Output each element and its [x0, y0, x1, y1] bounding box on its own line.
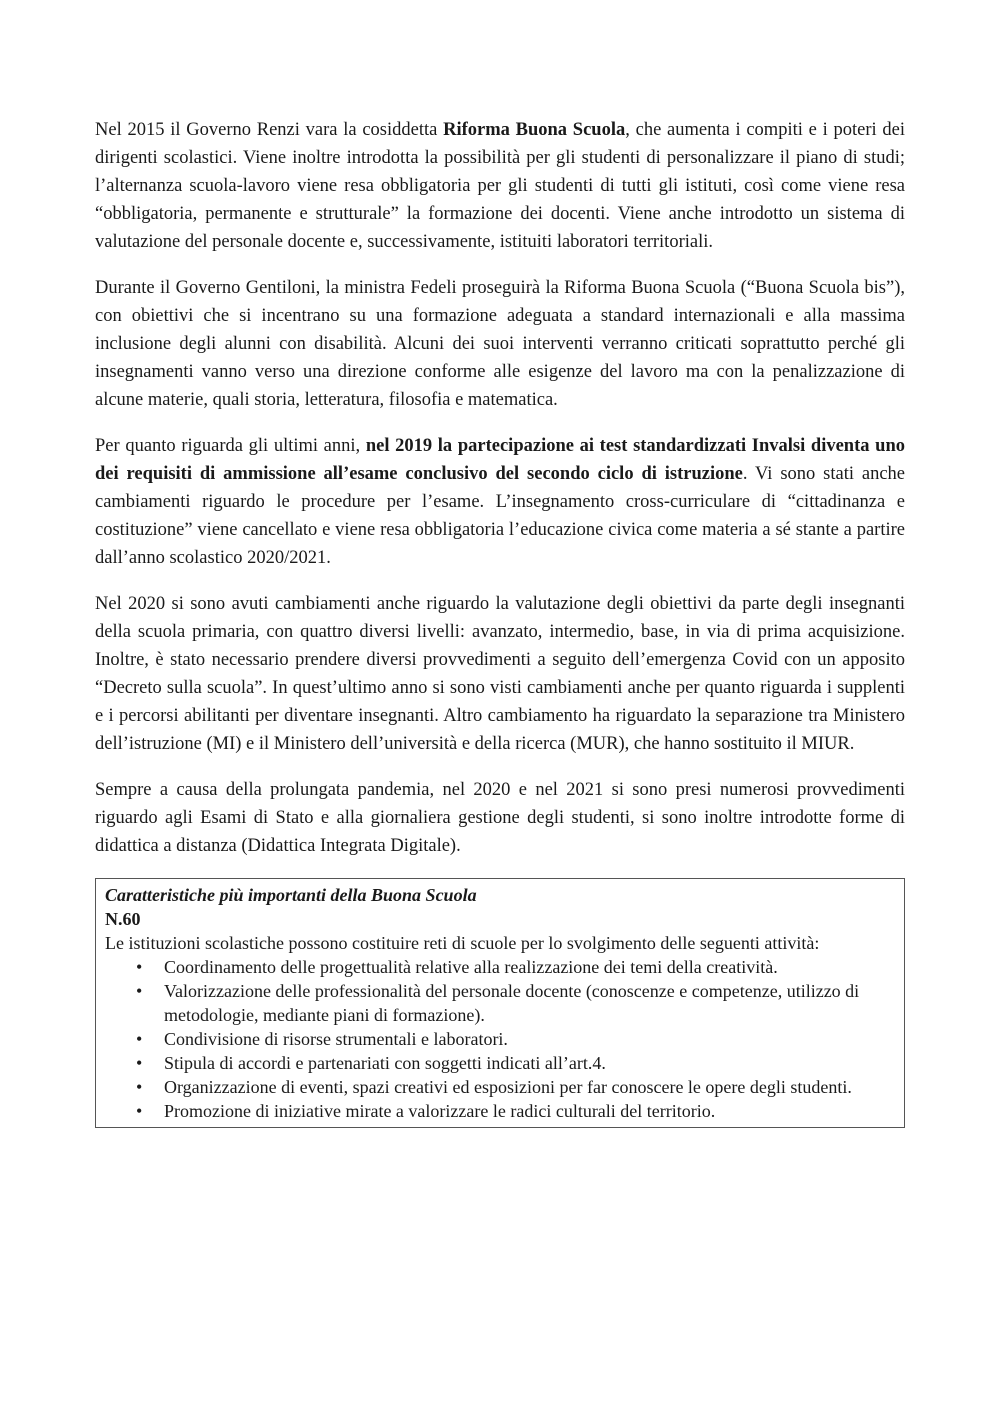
document-page	[95, 116, 905, 1128]
bold-text: Riforma Buona Scuola	[443, 120, 626, 140]
info-box-subtitle: N.60	[105, 909, 141, 929]
info-box-list	[105, 955, 895, 1123]
list-item-text: Valorizzazione delle professionalità del personale docente (conoscenze e competenze, utilizzo di metodologie, mediante piani di formazione).	[164, 981, 860, 1025]
info-box-title: Caratteristiche più importanti della Buona Scuola	[105, 885, 477, 905]
text-segment: Per quanto riguarda gli ultimi anni,	[95, 436, 366, 456]
list-item-text: Promozione di iniziative mirate a valorizzare le radici culturali del territorio.	[164, 1101, 716, 1121]
text-segment: Nel 2020 si sono avuti cambiamenti anche riguardo la valutazione degli obiettivi da parte degli insegnanti della scuola primaria, con quattro diversi livelli: avanzato, intermedio, base, in via di prima acquisizione. Inoltre, è stato necessario prendere diversi provvedimenti a seguito dell’emergenza Covid con un apposito “Decreto sulla scuola”. In quest’ultimo anno si sono visti cambiamenti anche per quanto riguarda i supplenti e i percorsi abilitanti per diventare insegnanti. Altro cambiamento ha riguardato la separazione tra Ministero dell’istruzione (MI) e il Ministero dell’università e della ricerca (MUR), che hanno sostituito il MIUR.	[95, 594, 905, 754]
bullet-icon: •	[136, 1053, 143, 1073]
bullet-icon: •	[136, 981, 143, 1001]
bullet-icon: •	[136, 957, 143, 977]
info-box	[95, 878, 905, 1128]
text-segment: Durante il Governo Gentiloni, la ministra Fedeli proseguirà la Riforma Buona Scuola (“Buona Scuola bis”), con obiettivi che si incentrano su una formazione adeguata a standard internazionali e alla massima inclusione degli alunni con disabilità. Alcuni dei suoi interventi verranno criticati soprattutto perché gli insegnamenti vanno verso una direzione conforme alle esigenze del lavoro ma con la penalizzazione di alcune materie, quali storia, letteratura, filosofia e matematica.	[95, 278, 905, 410]
paragraph	[95, 590, 905, 758]
list-item	[136, 955, 895, 979]
paragraph	[95, 776, 905, 860]
paragraph	[95, 116, 905, 256]
list-item-text: Coordinamento delle progettualità relative alla realizzazione dei temi della creatività.	[164, 957, 778, 977]
list-item	[136, 1075, 895, 1099]
list-item-text: Organizzazione di eventi, spazi creativi ed esposizioni per far conoscere le opere degli studenti.	[164, 1077, 852, 1097]
list-item	[136, 1027, 895, 1051]
list-item	[136, 979, 895, 1027]
list-item-text: Condivisione di risorse strumentali e laboratori.	[164, 1029, 508, 1049]
paragraph	[95, 432, 905, 572]
list-item	[136, 1051, 895, 1075]
bullet-icon: •	[136, 1101, 143, 1121]
text-segment: , che aumenta i compiti e i poteri dei dirigenti scolastici. Viene inoltre introdotta la possibilità per gli studenti di personalizzare il piano di studi; l’alternanza scuola-lavoro viene resa obbligatoria per gli studenti di tutti gli istituti, così come viene resa “obbligatoria, permanente e strutturale” la formazione dei docenti. Viene anche introdotto un sistema di valutazione del personale docente e, successivamente, istituiti laboratori territoriali.	[95, 120, 905, 252]
text-segment: . Vi sono stati anche cambiamenti riguardo le procedure per l’esame. L’insegnamento cross-curriculare di “cittadinanza e costituzione” viene cancellato e viene resa obbligatoria l’educazione civica come materia a sé stante a partire dall’anno scolastico 2020/2021.	[95, 464, 905, 568]
bold-text: nel 2019 la partecipazione ai test standardizzati Invalsi diventa uno dei requisiti di ammissione all’esame conclusivo del secondo ciclo di istruzione	[95, 436, 905, 484]
bullet-icon: •	[136, 1029, 143, 1049]
paragraph	[95, 274, 905, 414]
text-segment: Sempre a causa della prolungata pandemia, nel 2020 e nel 2021 si sono presi numerosi provvedimenti riguardo agli Esami di Stato e alla giornaliera gestione degli studenti, si sono inoltre introdotte forme di didattica a distanza (Didattica Integrata Digitale).	[95, 780, 905, 856]
list-item-text: Stipula di accordi e partenariati con soggetti indicati all’art.4.	[164, 1053, 606, 1073]
body-text	[95, 116, 905, 860]
info-box-intro: Le istituzioni scolastiche possono costituire reti di scuole per lo svolgimento delle seguenti attività:	[105, 933, 820, 953]
text-segment: Nel 2015 il Governo Renzi vara la cosiddetta	[95, 120, 444, 140]
list-item	[136, 1099, 895, 1123]
bullet-icon: •	[136, 1077, 143, 1097]
